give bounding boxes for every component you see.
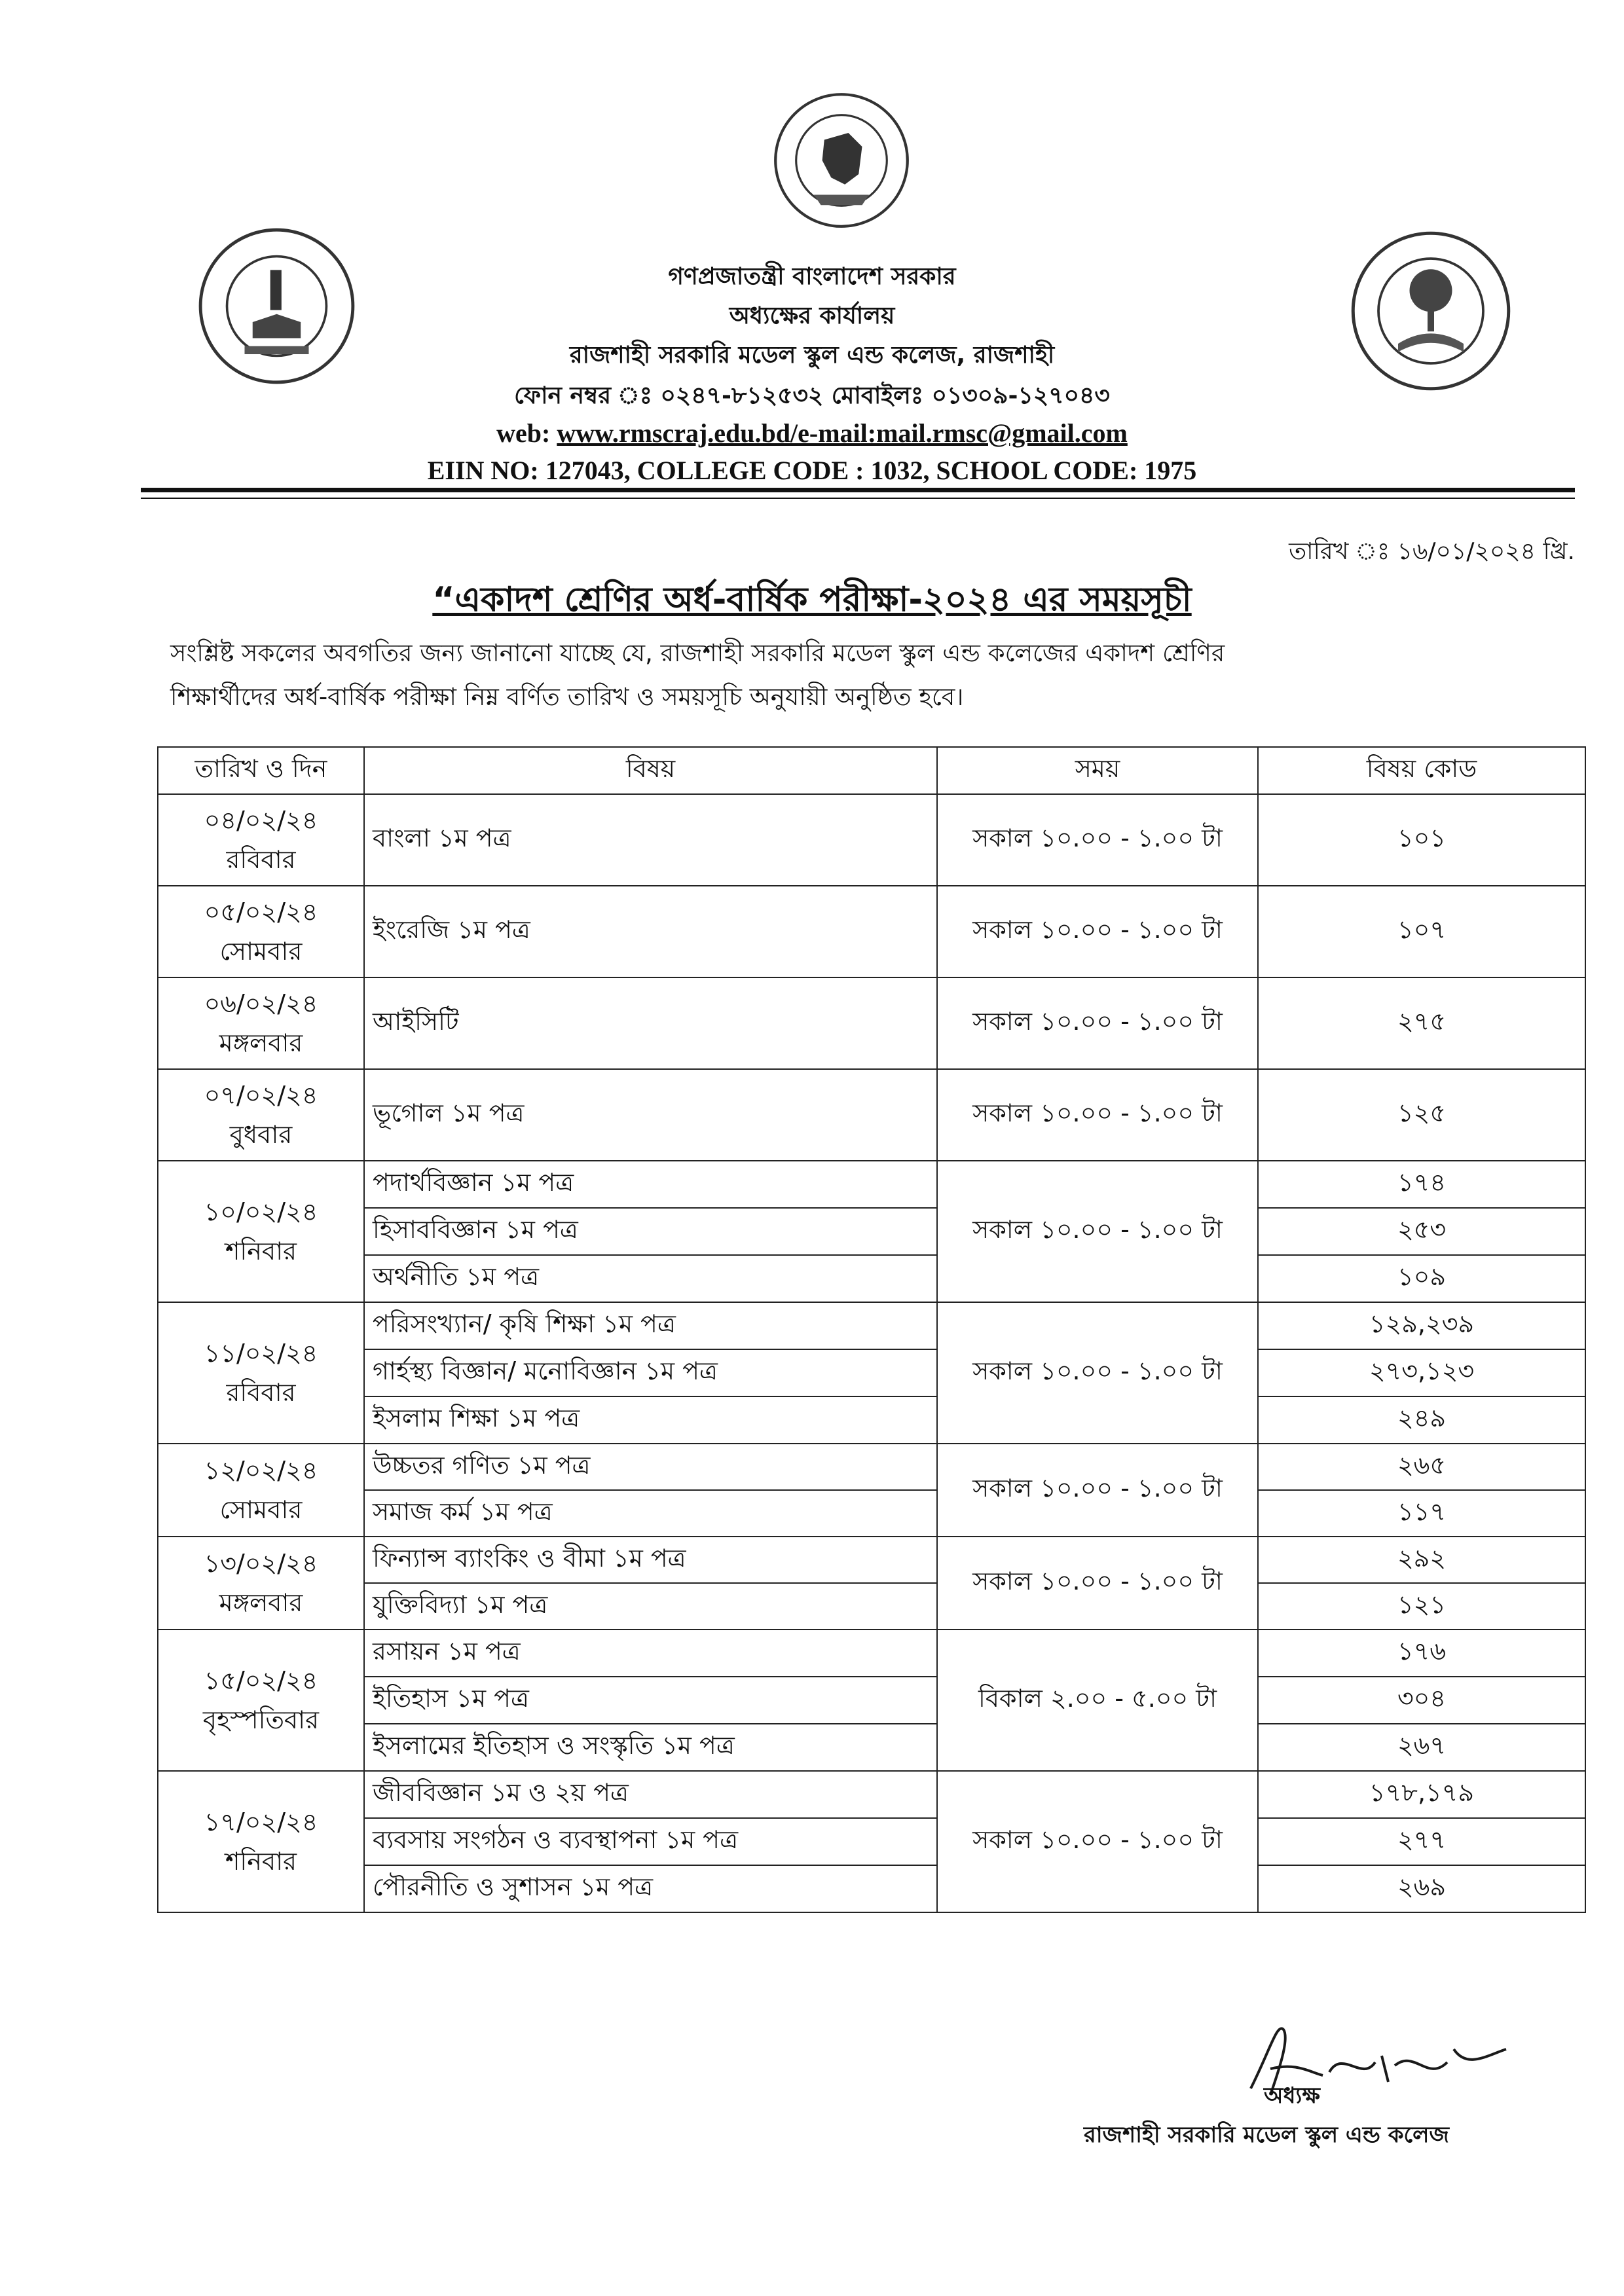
subject-code-cell: ১৭৮,১৭৯ [1258,1771,1585,1818]
table-row [158,1302,1585,1349]
page-title: “একাদশ শ্রেণির অর্ধ-বার্ষিক পরীক্ষা-২০২৪ এর সময়সূচী [432,580,1192,619]
exam-schedule-table [157,746,1586,1913]
subject-code-cell: ২৯২ [1258,1537,1585,1583]
exam-date: ১৩/০২/২৪ [204,1549,318,1578]
date-day-cell [158,977,364,1069]
time-cell: সকাল ১০.০০ - ১.০০ টা [937,1537,1258,1630]
subject-cell: যুক্তিবিদ্যা ১ম পত্র [364,1583,937,1630]
table-row [158,1583,1585,1630]
subject-cell: উচ্চতর গণিত ১ম পত্র [364,1444,937,1490]
time-cell: সকাল ১০.০০ - ১.০০ টা [937,886,1258,977]
col-header-time: সময় [937,747,1258,794]
subject-cell: পৌরনীতি ও সুশাসন ১ম পত্র [364,1865,937,1912]
col-header-date: তারিখ ও দিন [158,747,364,794]
subject-cell: জীববিজ্ঞান ১ম ও ২য় পত্র [364,1771,937,1818]
subject-cell: ব্যবসায় সংগঠন ও ব্যবস্থাপনা ১ম পত্র [364,1818,937,1865]
date-day-cell [158,886,364,977]
date-day-cell [158,794,364,886]
table-row [158,1537,1585,1583]
exam-date: ০৭/০২/২৪ [204,1081,318,1110]
subject-cell: ইতিহাস ১ম পত্র [364,1677,937,1724]
exam-date: ১৫/০২/২৪ [204,1666,318,1695]
table-row [158,1396,1585,1444]
web-link[interactable]: www.rmscraj.edu.bd/e-mail:mail.rmsc@gmail.com [557,418,1128,448]
eiin-line: EIIN NO: 127043, COLLEGE CODE : 1032, SCHOOL CODE: 1975 [427,456,1197,485]
subject-cell: পদার্থবিজ্ঞান ১ম পত্র [364,1161,937,1208]
intro-line-1: সংশ্লিষ্ট সকলের অবগতির জন্য জানানো যাচ্ছে যে, রাজশাহী সরকারি মডেল স্কুল এন্ড কলেজের একাদশ শ্রেণির [170,639,1225,667]
header-divider-thin [141,498,1575,499]
subject-code-cell: ২৪৯ [1258,1396,1585,1444]
subject-code-cell: ২৬৭ [1258,1724,1585,1771]
subject-code-cell: ১৭৪ [1258,1161,1585,1208]
exam-day: সোমবার [219,1495,303,1524]
subject-code-cell: ২৬৯ [1258,1865,1585,1912]
time-cell: সকাল ১০.০০ - ১.০০ টা [937,1771,1258,1912]
date-day-cell [158,1771,364,1912]
table-row [158,794,1585,886]
subject-code-cell: ১০৯ [1258,1255,1585,1302]
time-cell: সকাল ১০.০০ - ১.০০ টা [937,1161,1258,1302]
time-cell: সকাল ১০.০০ - ১.০০ টা [937,1069,1258,1161]
table-row [158,1677,1585,1724]
exam-day: সোমবার [219,937,303,966]
exam-date: ১২/০২/২৪ [204,1456,318,1485]
intro-line-2: শিক্ষার্থীদের অর্ধ-বার্ষিক পরীক্ষা নিম্ন বর্ণিত তারিখ ও সময়সূচি অনুযায়ী অনুষ্ঠিত হবে। [170,683,964,711]
table-row [158,1255,1585,1302]
header-divider [141,488,1575,492]
signatory-title: অধ্যক্ষ [1264,2083,1320,2109]
issue-date: তারিখ ঃ ১৬/০১/২০২৪ খ্রি. [1289,538,1575,565]
table-row [158,1771,1585,1818]
subject-code-cell: ২৬৫ [1258,1444,1585,1490]
date-day-cell [158,1537,364,1630]
subject-cell: হিসাববিজ্ঞান ১ম পত্র [364,1208,937,1255]
signatory-institution: রাজশাহী সরকারি মডেল স্কুল এন্ড কলেজ [1084,2122,1449,2148]
table-row [158,1818,1585,1865]
subject-cell: পরিসংখ্যান/ কৃষি শিক্ষা ১ম পত্র [364,1302,937,1349]
subject-cell: ফিন্যান্স ব্যাংকিং ও বীমা ১ম পত্র [364,1537,937,1583]
exam-date: ১০/০২/২৪ [204,1197,318,1226]
table-row [158,1349,1585,1396]
exam-day: মঙ্গলবার [219,1588,303,1617]
table-row [158,1724,1585,1771]
time-cell: সকাল ১০.০০ - ১.০০ টা [937,794,1258,886]
web-prefix: web: [496,418,557,448]
exam-day: রবিবার [226,1378,296,1407]
date-day-cell [158,1069,364,1161]
subject-cell: বাংলা ১ম পত্র [364,794,937,886]
exam-date: ১১/০২/২৪ [204,1339,318,1368]
subject-cell: আইসিটি [364,977,937,1069]
exam-day: শনিবার [225,1237,297,1266]
exam-day: শনিবার [225,1847,297,1876]
exam-day: মঙ্গলবার [219,1029,303,1057]
subject-code-cell: ২৭৩,১২৩ [1258,1349,1585,1396]
government-seal-icon [773,92,910,229]
exam-date: ০৬/০২/২৪ [204,989,318,1018]
subject-cell: ভূগোল ১ম পত্র [364,1069,937,1161]
date-day-cell [158,1444,364,1537]
govt-name: গণপ্রজাতন্ত্রী বাংলাদেশ সরকার [668,263,956,290]
subject-code-cell: ২৫৩ [1258,1208,1585,1255]
subject-cell: ইংরেজি ১ম পত্র [364,886,937,977]
table-row [158,1208,1585,1255]
time-cell: সকাল ১০.০০ - ১.০০ টা [937,977,1258,1069]
subject-code-cell: ২৭৭ [1258,1818,1585,1865]
subject-cell: অর্থনীতি ১ম পত্র [364,1255,937,1302]
table-row [158,1865,1585,1912]
web-line [0,418,1624,448]
office-name: অধ্যক্ষের কার্যালয় [729,302,895,329]
subject-cell: ইসলাম শিক্ষা ১ম পত্র [364,1396,937,1444]
exam-day: রবিবার [226,845,296,874]
table-row [158,977,1585,1069]
time-cell: সকাল ১০.০০ - ১.০০ টা [937,1444,1258,1537]
time-cell: বিকাল ২.০০ - ৫.০০ টা [937,1630,1258,1771]
subject-code-cell: ২৭৫ [1258,977,1585,1069]
exam-date: ০৫/০২/২৪ [204,898,318,926]
date-day-cell [158,1302,364,1444]
table-row [158,1444,1585,1490]
subject-code-cell: ১১৭ [1258,1490,1585,1537]
exam-date: ০৪/০২/২৪ [204,806,318,835]
subject-code-cell: ১২১ [1258,1583,1585,1630]
subject-code-cell: ১২৯,২৩৯ [1258,1302,1585,1349]
exam-day: বৃহস্পতিবার [202,1705,320,1734]
col-header-code: বিষয় কোড [1258,747,1585,794]
subject-code-cell: ১০১ [1258,794,1585,886]
time-cell: সকাল ১০.০০ - ১.০০ টা [937,1302,1258,1444]
subject-cell: রসায়ন ১ম পত্র [364,1630,937,1677]
subject-cell: গার্হস্থ্য বিজ্ঞান/ মনোবিজ্ঞান ১ম পত্র [364,1349,937,1396]
table-header-row [158,747,1585,794]
subject-code-cell: ১৭৬ [1258,1630,1585,1677]
table-row [158,1630,1585,1677]
table-body [158,794,1585,1912]
exam-date: ১৭/০২/২৪ [204,1808,318,1836]
col-header-subject: বিষয় [364,747,937,794]
exam-day: বুধবার [229,1120,293,1149]
phone-line: ফোন নম্বর ঃ ০২৪৭-৮১২৫৩২ মোবাইলঃ ০১৩০৯-১২৭০৪৩ [514,382,1110,409]
table-row [158,1069,1585,1161]
subject-code-cell: ৩০৪ [1258,1677,1585,1724]
institution-name: রাজশাহী সরকারি মডেল স্কুল এন্ড কলেজ, রাজশাহী [569,342,1055,369]
subject-cell: সমাজ কর্ম ১ম পত্র [364,1490,937,1537]
table-row [158,886,1585,977]
date-day-cell [158,1630,364,1771]
table-row [158,1161,1585,1208]
date-day-cell [158,1161,364,1302]
table-row [158,1490,1585,1537]
subject-code-cell: ১০৭ [1258,886,1585,977]
subject-cell: ইসলামের ইতিহাস ও সংস্কৃতি ১ম পত্র [364,1724,937,1771]
subject-code-cell: ১২৫ [1258,1069,1585,1161]
